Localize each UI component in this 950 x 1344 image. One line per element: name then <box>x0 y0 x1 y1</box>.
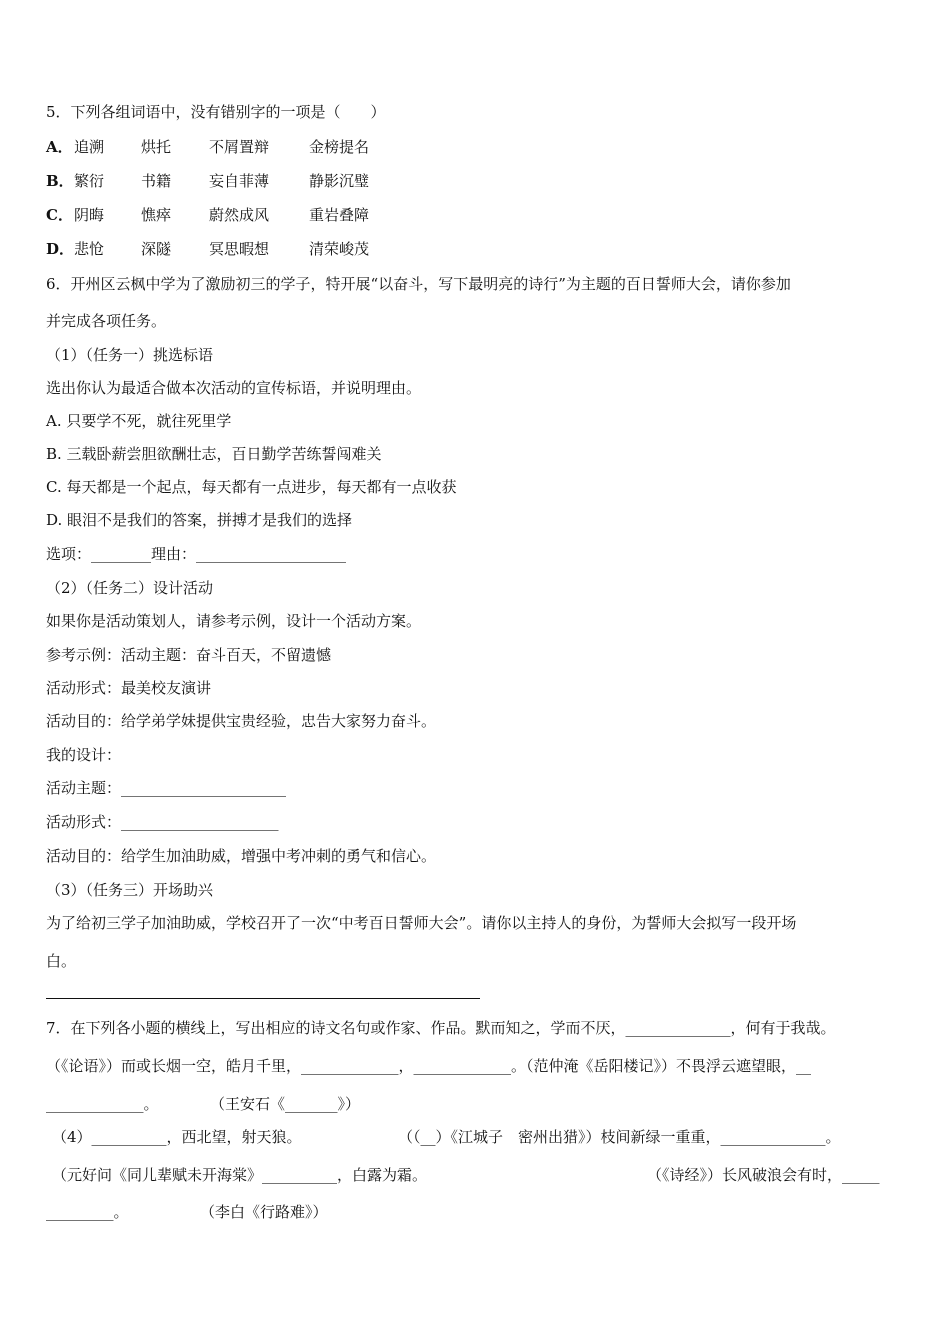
option-word: 书籍 <box>141 172 172 190</box>
option-key: C． <box>46 206 73 224</box>
option-word: 不屑置辩 <box>209 138 270 156</box>
q6-task1-answer-blank: 选项：________理由：____________________ <box>46 545 347 563</box>
q7-line4-part2: （（__）《江城子 密州出猎》）枝间新绿一重重，______________。 <box>398 1128 841 1146</box>
answer-line <box>46 998 480 999</box>
option-word: 蔚然成风 <box>209 206 270 224</box>
q6-task2-example-theme: 参考示例：活动主题：奋斗百天，不留遗憾 <box>46 646 332 664</box>
option-word: 追溯 <box>74 138 105 156</box>
q6-task1-prompt: 选出你认为最适合做本次活动的宣传标语，并说明理由。 <box>46 379 422 397</box>
q7-line2: （《论语》）而或长烟一空，皓月千里，_____________，_____________。（范仲淹《岳阳楼记》）不畏浮云遮望眼，__ <box>46 1057 812 1075</box>
q6-task2-purpose: 活动目的：给学生加油助威，增强中考冲刺的勇气和信心。 <box>46 847 437 865</box>
q7-line4-part1: （4）__________，西北望，射天狼。 <box>52 1128 302 1146</box>
option-word: 阴晦 <box>74 206 105 224</box>
q7-line3-blank: _____________。 <box>46 1095 159 1113</box>
option-word: 重岩叠障 <box>309 206 370 224</box>
option-word: 清荣峻茂 <box>309 240 370 258</box>
q6-task2-example-purpose: 活动目的：给学弟学妹提供宝贵经验，忠告大家努力奋斗。 <box>46 712 437 730</box>
q6-task2-example-form: 活动形式：最美校友演讲 <box>46 679 212 697</box>
q6-task3-line2: 白。 <box>46 952 77 970</box>
option-key: A． <box>46 138 73 156</box>
q6-task2-prompt: 如果你是活动策划人，请参考示例，设计一个活动方案。 <box>46 612 422 630</box>
q6-task1-option-d: D. 眼泪不是我们的答案，拼搏才是我们的选择 <box>46 511 353 529</box>
q7-line5-part2: （《诗经》）长风破浪会有时，_____ <box>647 1166 880 1184</box>
q6-task1-option-a: A. 只要学不死，就往死里学 <box>46 412 232 430</box>
option-word: 繁衍 <box>74 172 105 190</box>
q6-task3-line1: 为了给初三学子加油助威，学校召开了一次“中考百日誓师大会”。请你以主持人的身份，为誓师大会拟写一段开场 <box>46 914 797 932</box>
q6-task1-option-c: C. 每天都是一个起点，每天都有一点进步，每天都有一点收获 <box>46 478 457 496</box>
option-word: 烘托 <box>141 138 172 156</box>
option-key: B． <box>46 172 74 190</box>
option-word: 静影沉璧 <box>309 172 370 190</box>
q7-line6-source: （李白《行路难》） <box>200 1203 328 1221</box>
q6-task2-title: （2）（任务二）设计活动 <box>46 579 214 597</box>
q5-stem: 5．下列各组词语中，没有错别字的一项是（ ） <box>46 103 386 121</box>
option-word: 深隧 <box>141 240 172 258</box>
option-word: 金榜提名 <box>309 138 370 156</box>
q6-task1-option-b: B. 三载卧薪尝胆欲酬壮志，百日勤学苦练誓闯难关 <box>46 445 382 463</box>
option-word: 冥思暇想 <box>209 240 270 258</box>
q7-line5-part1: （元好问《同儿辈赋未开海棠》__________，白露为霜。 <box>52 1166 428 1184</box>
q6-task1-title: （1）（任务一）挑选标语 <box>46 346 214 364</box>
option-key: D． <box>46 240 75 258</box>
q6-task2-form-blank: 活动形式：_____________________ <box>46 813 279 831</box>
q6-task2-theme-blank: 活动主题：______________________ <box>46 779 287 797</box>
q7-line3-source: （王安石《_______》） <box>210 1095 361 1113</box>
q7-line6-blank: _________。 <box>46 1203 129 1221</box>
option-word: 妄自菲薄 <box>209 172 270 190</box>
q6-task3-title: （3）（任务三）开场助兴 <box>46 881 214 899</box>
q6-task2-my-design: 我的设计： <box>46 746 122 764</box>
option-word: 憔瘁 <box>141 206 172 224</box>
q7-line1: 7．在下列各小题的横线上，写出相应的诗文名句或作家、作品。默而知之，学而不厌，______________，何有于我哉。 <box>46 1019 836 1037</box>
q6-stem-line1: 6．开州区云枫中学为了激励初三的学子，特开展“以奋斗，写下最明亮的诗行”为主题的百日誓师大会，请你参加 <box>46 275 791 293</box>
option-word: 悲怆 <box>74 240 105 258</box>
q6-stem-line2: 并完成各项任务。 <box>46 312 167 330</box>
